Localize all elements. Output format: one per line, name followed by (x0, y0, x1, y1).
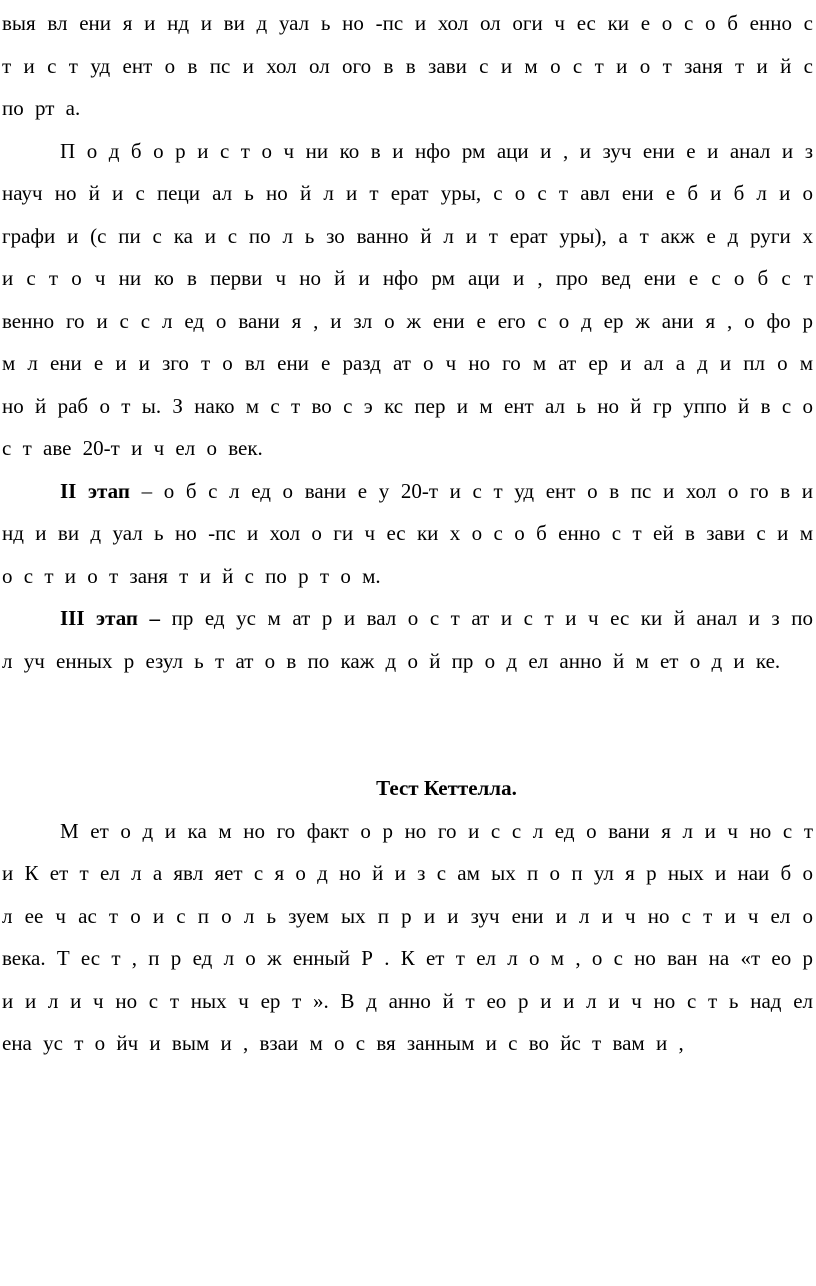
paragraph-stage-iii (2, 597, 813, 682)
paragraph-stage-i-details: П о д б о р и с т о ч ни ко в и нфо рм аци и , и зуч ени е и анал и з науч но й и с пеци ал ь но й л и т ерат уры, с о с т авл ени е б и б л и о графи и (с пи с ка и с по л ь зо ванно й л и т ерат уры), а т акж е д руги х и с т о ч ни ко в перви ч но й и нфо рм аци и , про вед ени е с о б с т венно го и с с л ед о вани я , и зл о ж ени е его с о д ер ж ани я , о фо р м л ени е и и зго т о вл ени е разд ат о ч но го м ат ер и ал а д и пл о м но й раб о т ы. З нако м с т во с э кс пер и м ент ал ь но й гр уппо й в с о с т аве 20-т и ч ел о век. (2, 138, 813, 460)
stage-iii-text: пр ед ус м ат р и вал о с т ат и с т и ч ес ки й анал и з по л уч енных р езул ь т ат о в по каж д о й пр о д ел анно й м ет о д и ке. (2, 606, 813, 673)
section-spacing (2, 682, 813, 767)
paragraph-stage-i-continuation: выя вл ени я и нд и ви д уал ь но -пс и хол ол оги ч ес ки е о с о б енно с т и с т уд ент о в пс и хол ол ого в в зави с и м о с т и о т заня т и й с по рт а. (2, 11, 813, 120)
section-title: Тест Кеттелла. (376, 776, 517, 800)
paragraph-stage-ii (2, 470, 813, 598)
stage-ii-text: – о б с л ед о вани е у 20-т и с т уд ент о в пс и хол о го в и нд и ви д уал ь но -пс и хол о ги ч ес ки х о с о б енно с т ей в зави с и м о с т и о т заня т и й с по р т о м. (2, 478, 813, 588)
stage-ii-label: II этап (60, 478, 130, 503)
paragraph-cattell-intro: М ет о д и ка м но го факт о р но го и с с л ед о вани я л и ч но с т и К ет т ел л а явл яет с я о д но й и з с ам ых п о п ул я р ных и наи б о л ее ч ас т о и с п о л ь зуем ых п р и и зуч ени и л и ч но с т и ч ел о века. Т ес т , п р ед л о ж енный Р . К ет т ел л о м , о с но ван на «т ео р и и л и ч но с т ных ч ер т ». В д анно й т ео р и и л и ч но с т ь над ел ена ус т о йч и вым и , взаи м о с вя занным и с во йс т вам и , (2, 818, 813, 1055)
stage-iii-label: III этап – (60, 606, 161, 630)
